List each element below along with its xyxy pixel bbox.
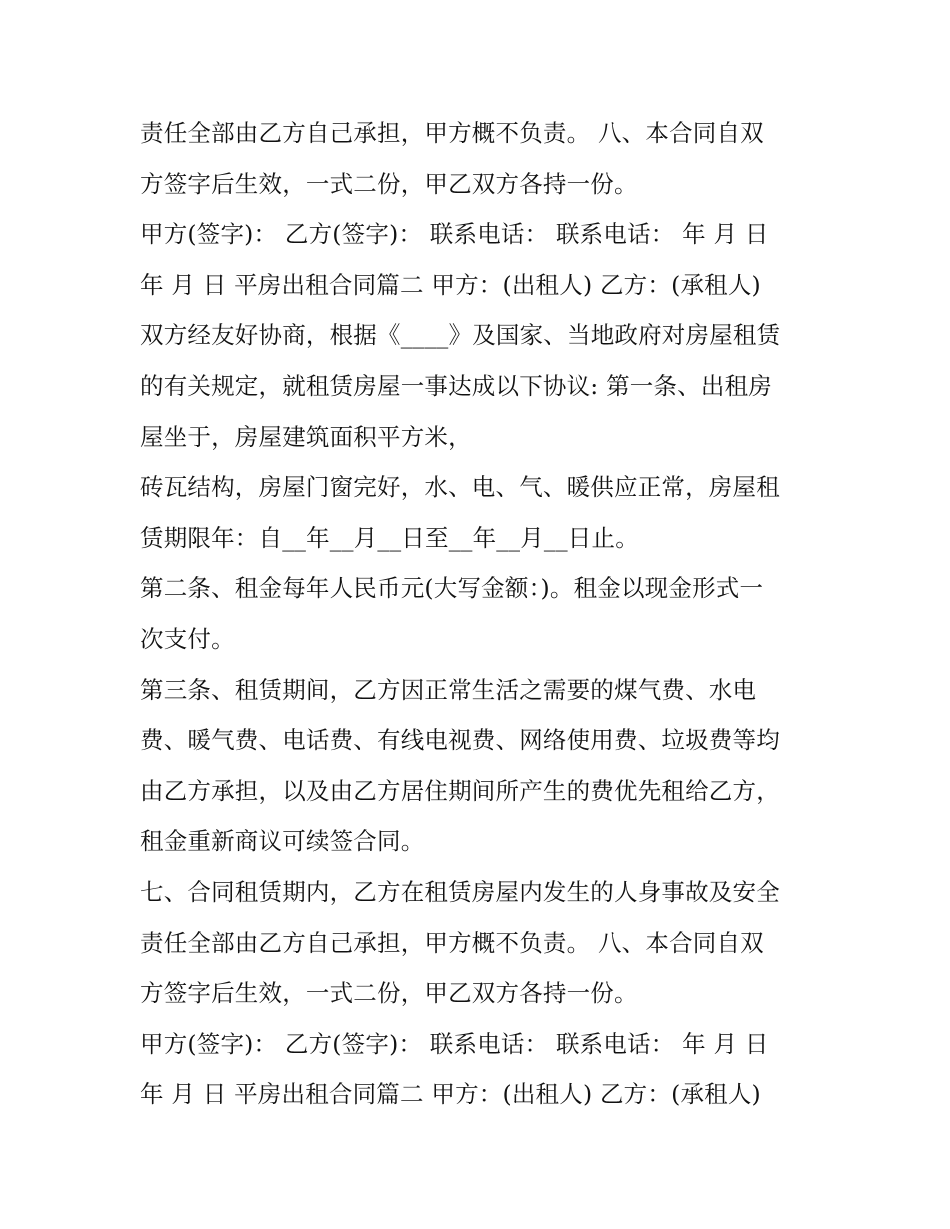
document-body [140, 108, 830, 1120]
text-line: 责任全部由乙方自己承担，甲方概不负责。 八、本合同自双 [140, 928, 764, 957]
text-line: 甲方(签字)： 乙方(签字)： 联系电话： 联系电话： 年 月 日 [140, 220, 769, 249]
text-line: 砖瓦结构，房屋门窗完好，水、电、气、暖供应正常，房屋租 [140, 473, 780, 502]
text-line: 第二条、租金每年人民币元(大写金额：)。租金以现金形式一 [140, 574, 764, 603]
text-line: 责任全部由乙方自己承担，甲方概不负责。 八、本合同自双 [140, 119, 764, 147]
text-line: 屋坐于，房屋建筑面积平方米， [140, 422, 472, 451]
text-line: 次支付。 [140, 624, 235, 653]
text-line: 方签字后生效，一式二份，甲乙双方各持一份。 [140, 169, 638, 198]
text-line: 方签字后生效，一式二份，甲乙双方各持一份。 [140, 979, 638, 1008]
text-line: 由乙方承担，以及由乙方居住期间所产生的费优先租给乙方， [140, 776, 780, 805]
text-line: 第三条、租赁期间，乙方因正常生活之需要的煤气费、水电 [140, 675, 757, 704]
text-line: 年 月 日 平房出租合同篇二 甲方：(出租人) 乙方：(承租人) [140, 270, 761, 299]
text-line: 赁期限年：自__年__月__日至__年__月__日止。 [140, 523, 639, 552]
text-line: 双方经友好协商，根据《____》及国家、当地政府对房屋租赁 [140, 321, 781, 350]
text-line: 费、暖气费、电话费、有线电视费、网络使用费、垃圾费等均 [140, 726, 780, 755]
text-line: 甲方(签字)： 乙方(签字)： 联系电话： 联系电话： 年 月 日 [140, 1029, 769, 1058]
text-line: 的有关规定，就租赁房屋一事达成以下协议: 第一条、出租房 [140, 371, 772, 400]
text-line: 租金重新商议可续签合同。 [140, 827, 425, 856]
text-line: 年 月 日 平房出租合同篇二 甲方：(出租人) 乙方：(承租人) [140, 1080, 761, 1109]
text-line: 七、合同租赁期内，乙方在租赁房屋内发生的人身事故及安全 [140, 877, 780, 906]
